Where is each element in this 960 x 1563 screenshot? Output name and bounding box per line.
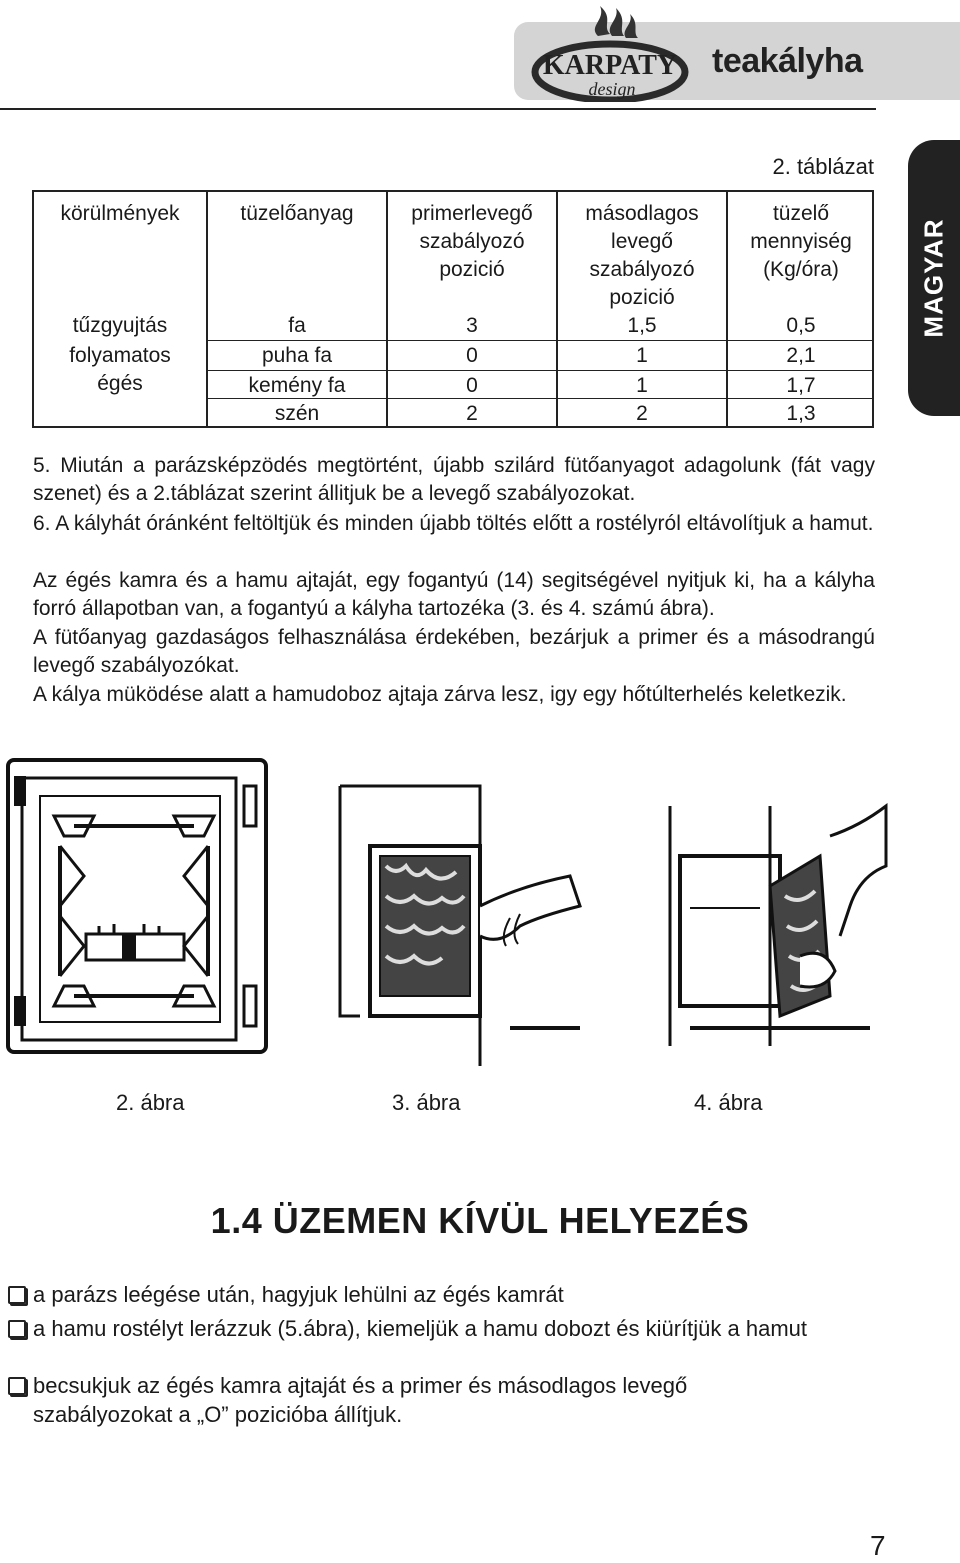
table-cell: puha fa (261, 344, 333, 367)
svg-text:KARPATY: KARPATY (542, 50, 678, 81)
table-cell: 0 (466, 374, 478, 397)
paragraph-step-5: 5. Miután a parázsképzödés megtörtént, újabb szilárd fütőanyagot adagolunk (fát vagy szenet) és a 2.táblázat szerint állitjuk be a levegő szabályozokat. (33, 454, 875, 505)
table-cell: 1 (636, 344, 648, 367)
table-cell: szén (274, 402, 320, 425)
table-cell: 2 (466, 402, 478, 425)
table-cell: tűzgyujtás (72, 314, 168, 337)
checkbox-icon (8, 1320, 26, 1338)
figure-4-caption: 4. ábra (694, 1090, 763, 1115)
table-cell: 1,3 (786, 402, 816, 425)
karpaty-logo (530, 2, 690, 102)
table-cell: 0,5 (786, 314, 816, 337)
table-caption: 2. táblázat (772, 154, 874, 179)
table-cell: 1,5 (627, 314, 657, 337)
settings-table (32, 190, 874, 428)
language-tab (908, 140, 960, 416)
bullet-text: a parázs leégése után, hagyjuk lehülni az égés kamrát (33, 1282, 564, 1307)
paragraph-economy: A fütőanyag gazdaságos felhasználása érdekében, bezárjuk a primer és a másodrangú levegő szabályozókat. (33, 626, 875, 677)
table-cell: fa (288, 314, 306, 337)
language-tab-label: MAGYAR (918, 218, 949, 338)
figure-3-caption: 3. ábra (392, 1090, 461, 1115)
bullet-item (8, 1314, 828, 1374)
paragraph-door-opening: Az égés kamra és a hamu ajtaját, egy fogantyú (14) segitségével nyitjuk ki, ha a kályha forró állapotban van, a fogantyú a kályha tartozéka (3. és 4. számú ábra). (33, 569, 875, 620)
table-header-fuel: tüzelőanyag (240, 202, 354, 225)
table-header-fuel-amount: tüzelő mennyiség (Kg/óra) (750, 202, 852, 281)
bullet-item (8, 1371, 828, 1431)
paragraph-ash-door: A kálya müködése alatt a hamudoboz ajtaja zárva lesz, igy egy hőtúlterhelés keletkezik. (33, 683, 847, 706)
table-cell: kemény fa (248, 374, 346, 397)
table-cell: égés (97, 372, 143, 395)
paragraph-step-6: 6. A kályhát óránként feltöltjük és minden újabb töltés előtt a rostélyról eltávolítjuk a hamut. (33, 512, 874, 535)
table-cell: 1 (636, 374, 648, 397)
checkbox-icon (8, 1286, 26, 1304)
table-header-secondary-air: másodlagos levegő szabályozó pozició (585, 202, 699, 309)
bullet-text: a hamu rostélyt lerázzuk (5.ábra), kiemeljük a hamu dobozt és kiürítjük a hamut (33, 1316, 808, 1341)
table-cell: 1,7 (786, 374, 816, 397)
table-cell: 2,1 (786, 344, 816, 367)
checkbox-icon (8, 1377, 26, 1395)
table-cell: 3 (466, 314, 478, 337)
page-number: 7 (870, 1530, 886, 1561)
table-row-divider (206, 340, 874, 341)
table-cell: 2 (636, 402, 648, 425)
table-header-primary-air: primerlevegő szabályozó pozició (411, 202, 533, 281)
table-header-conditions: körülmények (60, 202, 180, 225)
bullet-text: becsukjuk az égés kamra ajtaját és a primer és másodlagos levegő szabályozokat a „O” pozicióba állítjuk. (33, 1373, 688, 1427)
header-title: teakályha (712, 42, 863, 80)
table-row-divider (206, 370, 874, 371)
section-title: 1.4 ÜZEMEN KÍVÜL HELYEZÉS (210, 1200, 750, 1241)
table-cell: 0 (466, 344, 478, 367)
header-divider (0, 108, 876, 110)
table-cell: folyamatos (69, 344, 171, 367)
bullet-item (8, 1280, 828, 1310)
figure-2-door-drawing (4, 756, 270, 1056)
svg-text:design: design (588, 79, 636, 99)
figure-2-caption: 2. ábra (116, 1090, 185, 1115)
figure-4-stove-ash-door-drawing (650, 796, 890, 1056)
figure-3-stove-door-drawing (330, 776, 590, 1076)
